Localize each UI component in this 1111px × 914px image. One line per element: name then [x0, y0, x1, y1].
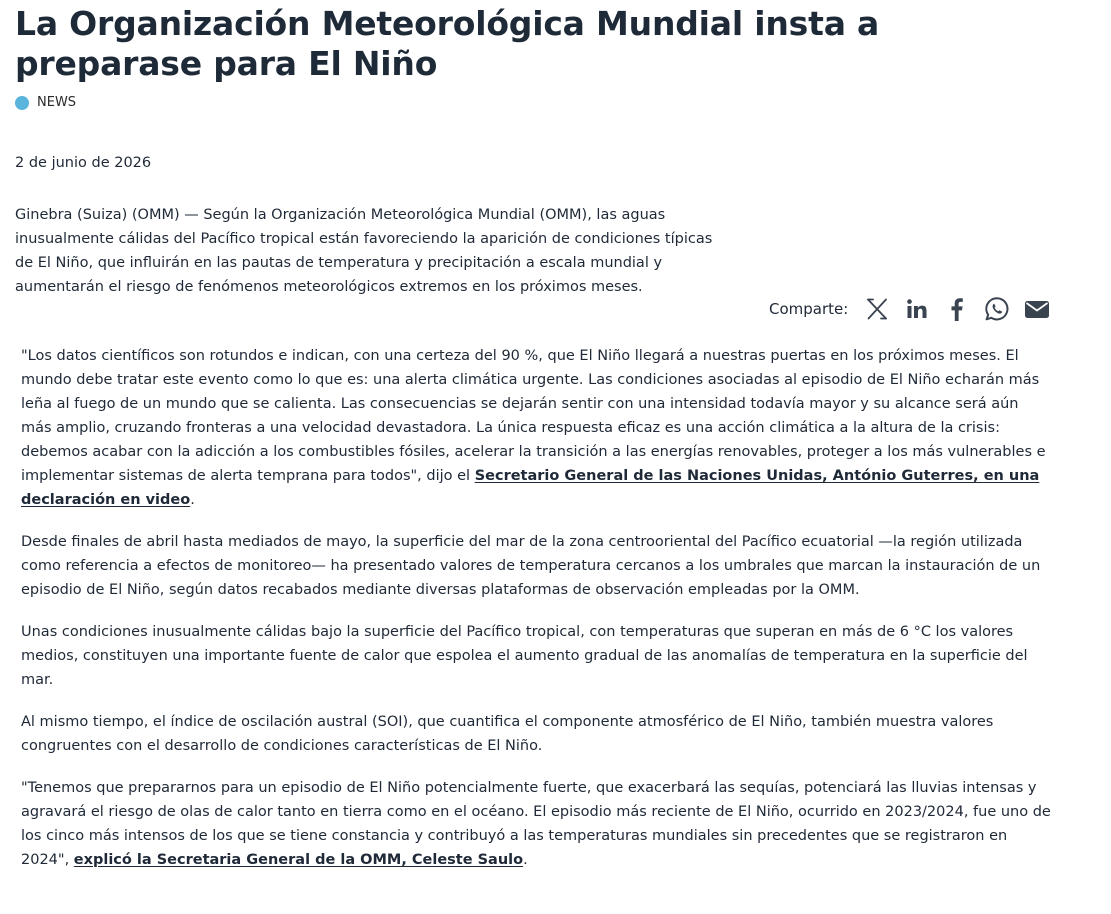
- linkedin-share-icon[interactable]: [904, 296, 930, 322]
- article-body: [21, 344, 1051, 890]
- facebook-share-icon[interactable]: [944, 296, 970, 322]
- article-date: 2 de junio de 2026: [15, 155, 152, 171]
- body-paragraph-3: Unas condiciones inusualmente cálidas bajo la superficie del Pacífico tropical, con temperaturas que superan en más de 6 °C los valores medios, constituyen una importante fuente de calor que espolea el aumento gradual de las anomalías de temperatura en la superficie del mar.: [21, 624, 1028, 688]
- body-paragraph-5: [21, 776, 1051, 872]
- body-paragraph-1: [21, 344, 1051, 512]
- paragraph-end: .: [190, 492, 195, 508]
- guterres-statement-link[interactable]: Secretario General de las Naciones Unidas, António Guterres, en una declaración en video: [21, 468, 1040, 508]
- article-title: La Organización Meteorológica Mundial insta a preparase para El Niño: [15, 4, 880, 83]
- category-dot-icon: [15, 96, 29, 110]
- category-label: NEWS: [37, 95, 77, 110]
- article-lede: Ginebra (Suiza) (OMM) — Según la Organización Meteorológica Mundial (OMM), las aguas inusualmente cálidas del Pacífico tropical están favoreciendo la aparición de condiciones típicas de El Niño, que influirán en las pautas de temperatura y precipitación a escala mundial y aumentarán el riesgo de fenómenos meteorológicos extremos en los próximos meses.: [15, 207, 713, 295]
- paragraph-text: "Tenemos que prepararnos para un episodio de El Niño potencialmente fuerte, que exacerbará las sequías, potenciará las lluvias intensas y agravará el riesgo de olas de calor tanto en tierra como en el océano. El episodio más reciente de El Niño, ocurrido en 2023/2024, fue uno de los cinco más intensos de los que se tiene constancia y contribuyó a las temperaturas mundiales sin precedentes que se registraron en 2024",: [21, 780, 1051, 868]
- share-label: Comparte:: [769, 300, 849, 318]
- share-bar: [769, 293, 1050, 325]
- email-share-icon[interactable]: [1024, 296, 1050, 322]
- whatsapp-share-icon[interactable]: [984, 296, 1010, 322]
- category-tag[interactable]: [15, 95, 76, 110]
- body-paragraph-4: Al mismo tiempo, el índice de oscilación austral (SOI), que cuantifica el componente atmosférico de El Niño, también muestra valores congruentes con el desarrollo de condiciones características de El Niño.: [21, 714, 994, 754]
- paragraph-text: "Los datos científicos son rotundos e indican, con una certeza del 90 %, que El Niño llegará a nuestras puertas en los próximos meses. El mundo debe tratar este evento como lo que es: una alerta climática urgente. Las condiciones asociadas al episodio de El Niño echarán más leña al fuego de un mundo que se calienta. Las consecuencias se dejarán sentir con una intensidad todavía mayor y su alcance será aún más amplio, cruzando fronteras a una velocidad devastadora. La única respuesta eficaz es una acción climática a la altura de la crisis: debemos acabar con la adicción a los combustibles fósiles, acelerar la transición a las energías renovables, proteger a los más vulnerables e implementar sistemas de alerta temprana para todos", dijo el: [21, 348, 1046, 484]
- saulo-statement-link[interactable]: explicó la Secretaria General de la OMM, Celeste Saulo: [73, 852, 524, 868]
- x-share-icon[interactable]: [864, 296, 890, 322]
- body-paragraph-2: Desde finales de abril hasta mediados de mayo, la superficie del mar de la zona centrooriental del Pacífico ecuatorial —la región utilizada como referencia a efectos de monitoreo— ha presentado valores de temperatura cercanos a los umbrales que marcan la instauración de un episodio de El Niño, según datos recabados mediante diversas plataformas de observación empleadas por la OMM.: [21, 534, 1041, 598]
- paragraph-end: .: [523, 852, 528, 868]
